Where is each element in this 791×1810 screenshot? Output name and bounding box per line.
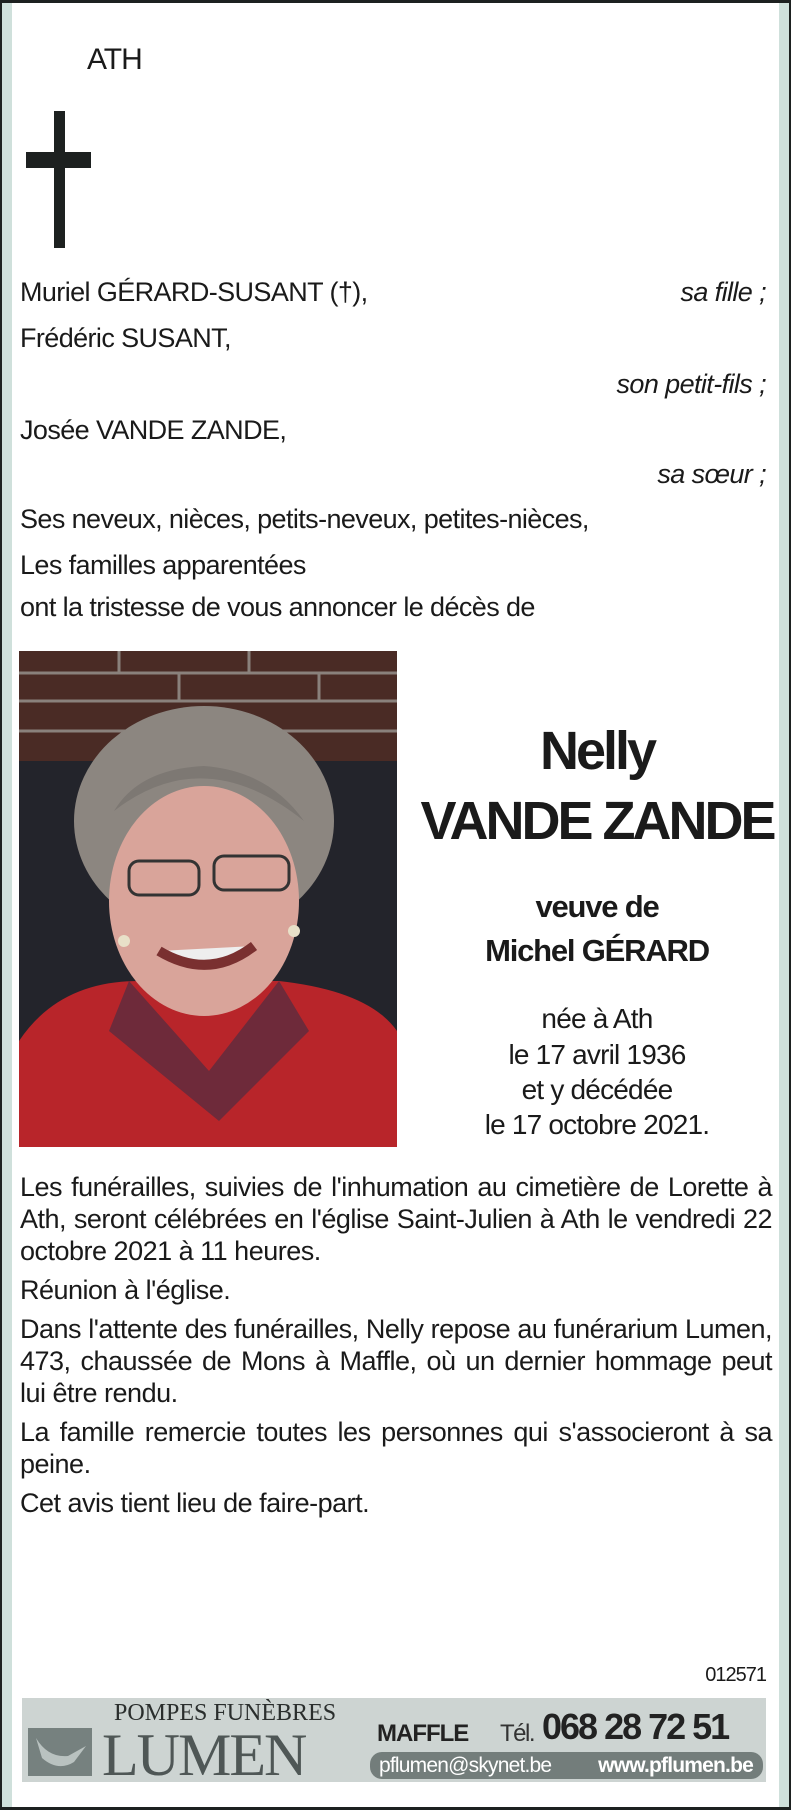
location: ATH [87,43,142,76]
email-link[interactable]: pflumen@skynet.be [379,1754,552,1777]
family-name: Muriel GÉRARD-SUSANT (†), [20,277,368,307]
deceased-last-name: VANDE ZANDE [420,791,774,851]
deceased-first-name: Nelly [539,721,655,781]
paragraph: La famille remercie toutes les personnes qui s'associeront à sa peine. [20,1417,772,1479]
death-date: le 17 octobre 2021. [484,1109,710,1140]
funeral-details [20,1171,772,1526]
reference-number: 012571 [705,1664,766,1686]
family-name: Josée VANDE ZANDE, [20,415,287,445]
family-relation: sa sœur ; [657,459,766,489]
family-relation: son petit-fils ; [616,369,766,399]
paragraph: Les funérailles, suivies de l'inhumation au cimetière de Lorette à Ath, seront célébrées en l'église Saint-Julien à Ath le vendredi 22 octobre 2021 à 11 heures. [20,1172,772,1266]
paragraph: Cet avis tient lieu de faire-part. [20,1488,370,1518]
dove-logo-icon [28,1728,92,1776]
funeral-home-name: LUMEN [102,1722,306,1788]
funeral-home-tagline: POMPES FUNÈBRES [114,1700,337,1726]
website-link[interactable]: www.pflumen.be [598,1754,753,1777]
others-line: Ses neveux, nièces, petits-neveux, petites-nièces, [20,504,589,534]
town: MAFFLE [377,1720,469,1747]
phone-number[interactable]: 068 28 72 51 [542,1706,729,1747]
obituary-notice [12,3,779,1807]
contact-pill [370,1752,763,1779]
paragraph: Dans l'attente des funérailles, Nelly repose au funérarium Lumen, 473, chaussée de Mons à Maffle, où un dernier hommage peut lui être rendu. [20,1314,772,1408]
death-place: et y décédée [521,1074,673,1105]
family-name: Frédéric SUSANT, [20,323,231,353]
birth-place: née à Ath [541,1003,653,1034]
paragraph: Réunion à l'église. [20,1275,231,1305]
others-line: Les familles apparentées [20,550,306,580]
portrait-photo [19,651,397,1147]
announcement-line: ont la tristesse de vous annoncer le décès de [20,592,535,622]
widow-line: veuve de [535,889,659,924]
birth-date: le 17 avril 1936 [508,1039,686,1070]
spouse-name: Michel GÉRARD [485,933,709,968]
family-relation: sa fille ; [680,277,766,307]
tel-label: Tél. [500,1720,535,1747]
funeral-home-banner [22,1698,766,1788]
